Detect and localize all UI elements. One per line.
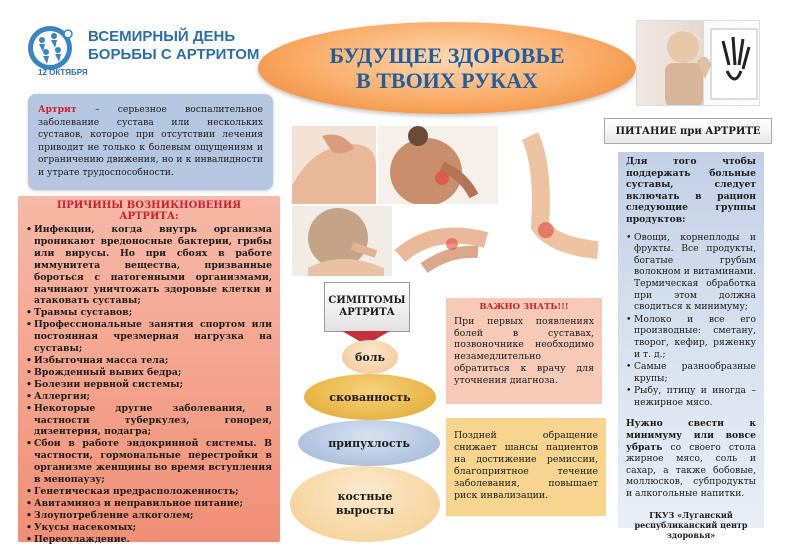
cause-item: • Травмы суставов; bbox=[26, 307, 272, 319]
nutrition-title: ПИТАНИЕ при АРТРИТЕ bbox=[604, 118, 772, 144]
headline-oval bbox=[258, 22, 636, 114]
photo-neck bbox=[292, 206, 392, 276]
cause-item: • Авитаминоз и неправильное питание; bbox=[26, 498, 272, 510]
causes-list bbox=[26, 224, 272, 545]
nutrition-tail bbox=[626, 418, 756, 499]
photo-back bbox=[378, 126, 498, 204]
nutrition-item: • Самые разнообразные крупы; bbox=[626, 361, 756, 384]
joint-pain-photo-collage bbox=[292, 126, 598, 276]
causes-title: ПРИЧИНЫ ВОЗНИКНОВЕНИЯ АРТРИТА: bbox=[56, 200, 242, 222]
important-title: ВАЖНО ЗНАТЬ!!! bbox=[479, 302, 569, 312]
definition-text: – серьезное воспалительное заболевание сустава или нескольких суставов, которое при отсутствии лечения приводит не только к болевым ощущениям и ограничению движения, но и к инвалидности и утрате трудоспособности. bbox=[38, 104, 263, 178]
cause-item: • Врожденный вывих бедра; bbox=[26, 367, 272, 379]
definition-term: Артрит bbox=[38, 104, 77, 115]
symptom-bone-spurs: костные выросты bbox=[290, 466, 440, 542]
cause-item: • Злоупотребление алкоголем; bbox=[26, 510, 272, 522]
cause-item: • Некоторые другие заболевания, в частности туберкулез, гонорея, дизентерия, подагра; bbox=[26, 403, 272, 439]
cause-item: • Профессиональные занятия спортом или постоянная чрезмерная нагрузка на суставы; bbox=[26, 319, 272, 355]
footer-org: ГКУЗ «Луганский республиканский центр здоровья» bbox=[634, 510, 748, 540]
photo-woman-xray bbox=[636, 20, 760, 106]
logo-date: 12 ОКТЯБРЯ bbox=[38, 68, 88, 77]
photo-shoulder bbox=[292, 126, 376, 204]
event-title: ВСЕМИРНЫЙ ДЕНЬ БОРЬБЫ С АРТРИТОМ bbox=[88, 28, 260, 63]
cause-item: • Инфекции, когда внутрь организма проникают вредоносные бактерии, грибы или вирусы. Но при сбоях в работе иммунитета вещества, призванные бороться с патогенными организмами, начинают уничтожать здоровые клетки и атаковать суставы; bbox=[26, 224, 272, 307]
definition-box bbox=[28, 94, 273, 190]
symptom-stiffness: скованность bbox=[304, 374, 436, 420]
nutrition-list bbox=[626, 232, 756, 409]
important-text: При первых появлениях болей в суставах, позвоночнике необходимо незамедлительно обратиться к врачу для уточнения диагноза. bbox=[454, 315, 594, 386]
important-box bbox=[446, 298, 602, 404]
headline-text: БУДУЩЕЕ ЗДОРОВЬЕ В ТВОИХ РУКАХ bbox=[329, 43, 565, 93]
photo-wrist bbox=[394, 206, 498, 276]
cause-item: • Болезни нервной системы; bbox=[26, 379, 272, 391]
cause-item: • Генетическая предрасположенность; bbox=[26, 486, 272, 498]
cause-item: • Аллергия; bbox=[26, 391, 272, 403]
nutrition-box bbox=[618, 152, 764, 528]
cause-item: • Укусы насекомых; bbox=[26, 522, 272, 534]
nutrition-tail-bold: Нужно свести к минимуму или вовсе убрать bbox=[626, 418, 756, 453]
cause-item: • Сбои в работе эндокринной системы. В частности, гормональные перестройки в организме женщины во время вступления в менопаузу; bbox=[26, 438, 272, 486]
photo-elbow bbox=[500, 126, 598, 276]
cause-item: • Переохлаждение. bbox=[26, 534, 272, 546]
nutrition-tail-text: со своего стола жирное мясо, соль и сахар, а также бобовые, моллюсков, субпродукты и алкогольные напитки. bbox=[626, 441, 756, 500]
symptom-swelling: припухлость bbox=[298, 420, 440, 466]
nutrition-item: • Овощи, корнеплоды и фрукты. Все продукты, богатые грубым волокном и витаминами. Термическая обработка при этом должна сводиться к минимуму; bbox=[626, 232, 756, 313]
nutrition-item: • Рыбу, птицу и иногда – нежирное мясо. bbox=[626, 385, 756, 408]
causes-box bbox=[18, 196, 280, 545]
nutrition-lead: Для того чтобы поддержать больные суставы, следует включать в рацион следующие группы продуктов: bbox=[626, 156, 756, 225]
symptoms-title: СИМПТОМЫ АРТРИТА bbox=[324, 282, 410, 332]
late-treatment-box: Поздней обращение снижает шансы пациентов на достижение ремиссии, благоприятное течение заболевания, повышает риск инвализации. bbox=[446, 418, 606, 516]
nutrition-item: • Молоко и все его производные: сметану, творог, кефир, ряженку и т. д.; bbox=[626, 314, 756, 360]
symptom-pain: боль bbox=[342, 340, 398, 374]
cause-item: • Избыточная масса тела; bbox=[26, 355, 272, 367]
